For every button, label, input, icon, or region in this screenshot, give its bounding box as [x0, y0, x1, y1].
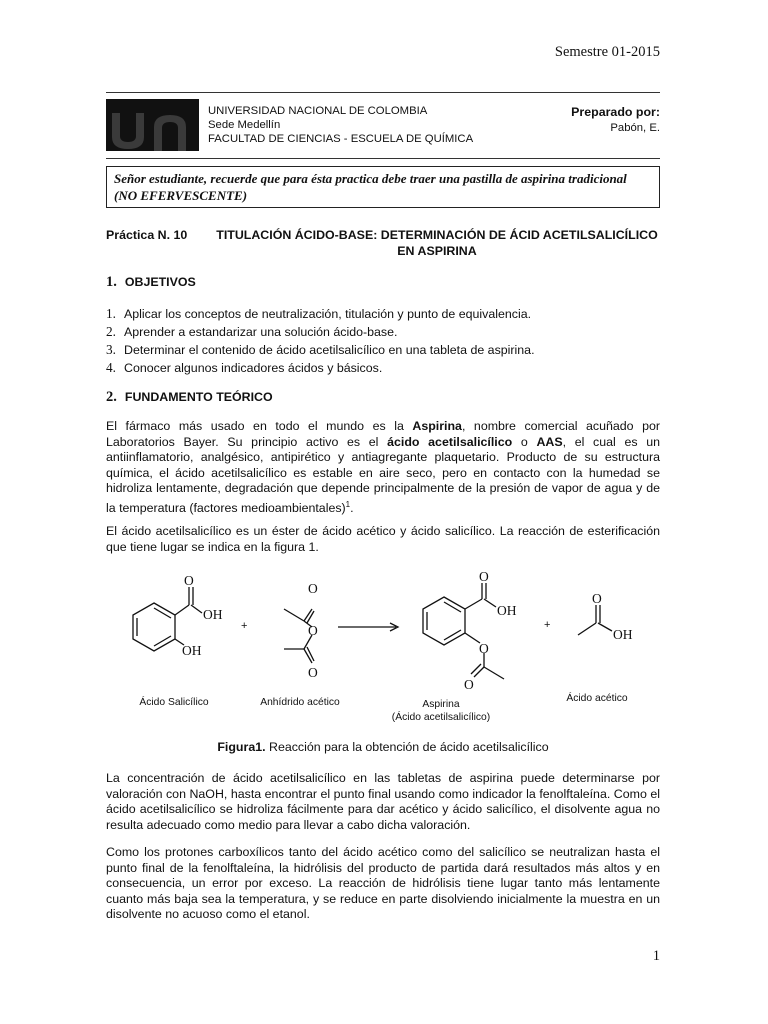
atom-label: OH [203, 607, 223, 622]
atom-label: O [184, 573, 194, 588]
page-number: 1 [652, 948, 660, 964]
reaction-scheme [106, 565, 666, 695]
atom-label: OH [613, 627, 633, 642]
university-name: UNIVERSIDAD NACIONAL DE COLOMBIA [208, 105, 428, 117]
atom-label: OH [497, 603, 517, 618]
theory-paragraph-2: El ácido acetilsalicílico es un éster de ácido acético y ácido salicílico. La reacción de esterificación que tiene lugar se indica en la figura 1. [106, 524, 660, 554]
atom-label: O [308, 665, 318, 680]
header-bottom-rule [106, 158, 660, 159]
label-salicylic-acid: Ácido Salicílico [139, 697, 209, 708]
author-name: Pabón, E. [610, 122, 660, 134]
objectives-heading [106, 274, 196, 291]
prepared-by-label: Preparado por: [571, 105, 660, 119]
figure-caption: Figura1. Reacción para la obtención de ácido acetilsalicílico [217, 740, 549, 754]
list-item: 2. Aprender a estandarizar una solución ácido-base. [106, 324, 398, 339]
practice-number: Práctica N. 10 [106, 228, 188, 242]
objectives-number: 1. [106, 274, 117, 290]
institution-block [208, 104, 473, 147]
theory-heading [106, 389, 273, 406]
objectives-title: OBJETIVOS [124, 275, 196, 289]
objectives-list [106, 305, 660, 377]
list-item: 1. Aplicar los conceptos de neutralización, titulación y punto de equivalencia. [106, 306, 532, 321]
plus-sign: + [241, 620, 248, 632]
label-aspirin: Aspirina (Ácido acetilsalicílico) [391, 699, 491, 723]
theory-title: FUNDAMENTO TEÓRICO [124, 390, 273, 404]
theory-paragraph-1: El fármaco más usado en todo el mundo es la Aspirina, nombre comercial acuñado por Laboratorios Bayer. Su principio activo es el ácido acetilsalicílico o AAS, el cual es un antiinflamatorio, analgésico, antipirético y antiagregante plaquetario. Producto de su estructura química, el ácido acetilsalicílico es estable en aire seco, pero en contacto con la humedad se hidroliza lentamente, degradación que depende principalmente de la presión de vapor de agua y de la temperatura (factores medioambientales)$^1$. [106, 419, 661, 515]
faculty-name: FACULTAD DE CIENCIAS - ESCUELA DE QUÍMICA [208, 133, 474, 146]
practice-heading [214, 228, 660, 259]
practice-heading-line1: TITULACIÓN ÁCIDO-BASE: DETERMINACIÓN DE ÁCID ACETILSALICÍLICO [216, 228, 658, 242]
atom-label: O [308, 581, 318, 596]
theory-paragraph-3: La concentración de ácido acetilsalicílico en las tabletas de aspirina puede determinarse por valoración con NaOH, hasta encontrar el punto final usando como indicador la fenolftaleína. Como el ácido acetilsalicílico se hidroliza fácilmente para dar acético y ácido salicílico, el disolvente agua no resulta adecuado como medio para llevar a cabo dicha valoración. [106, 771, 660, 832]
aspirin-ring [423, 597, 465, 645]
theory-number: 2. [106, 389, 117, 405]
atom-label: OH [182, 643, 202, 658]
theory-paragraph-4: Como los protones carboxílicos tanto del ácido acético como del salicílico se neutralizan hasta el punto final de la fenolftaleína, la hidrólisis del producto de partida dará resultados más altos y en consecuencia, un error por exceso. La reacción de hidrólisis tiene lugar tanto más lentamente cuanto más baja sea la temperatura, y se reduce en parte disolviendo inicialmente la muestra en un disolvente no acuoso como el etanol. [106, 845, 660, 921]
header-top-rule [106, 92, 660, 93]
un-logo-icon [106, 99, 199, 151]
label-acetic-acid: Ácido acético [566, 693, 628, 704]
semester-label: Semestre 01-2015 [554, 44, 660, 60]
atom-label: O [479, 641, 489, 656]
list-item: 4. Conocer algunos indicadores ácidos y básicos. [106, 360, 383, 375]
plus-sign: + [544, 619, 551, 631]
author-block [571, 104, 660, 136]
salicylic-ring [133, 603, 175, 651]
label-acetic-anhydride: Anhídrido acético [260, 697, 340, 708]
atom-label: O [308, 623, 318, 638]
atom-label: O [592, 591, 602, 606]
atom-label: O [464, 677, 474, 692]
campus-name: Sede Medellín [208, 119, 281, 132]
student-notice: Señor estudiante, recuerde que para ésta practica debe traer una pastilla de aspirina tradicional (NO EFERVESCENTE) [106, 166, 660, 208]
practice-heading-line2: EN ASPIRINA [397, 243, 477, 258]
university-logo [106, 99, 199, 151]
list-item: 3. Determinar el contenido de ácido acetilsalicílico en una tableta de aspirina. [106, 342, 535, 357]
atom-label: O [479, 569, 489, 584]
